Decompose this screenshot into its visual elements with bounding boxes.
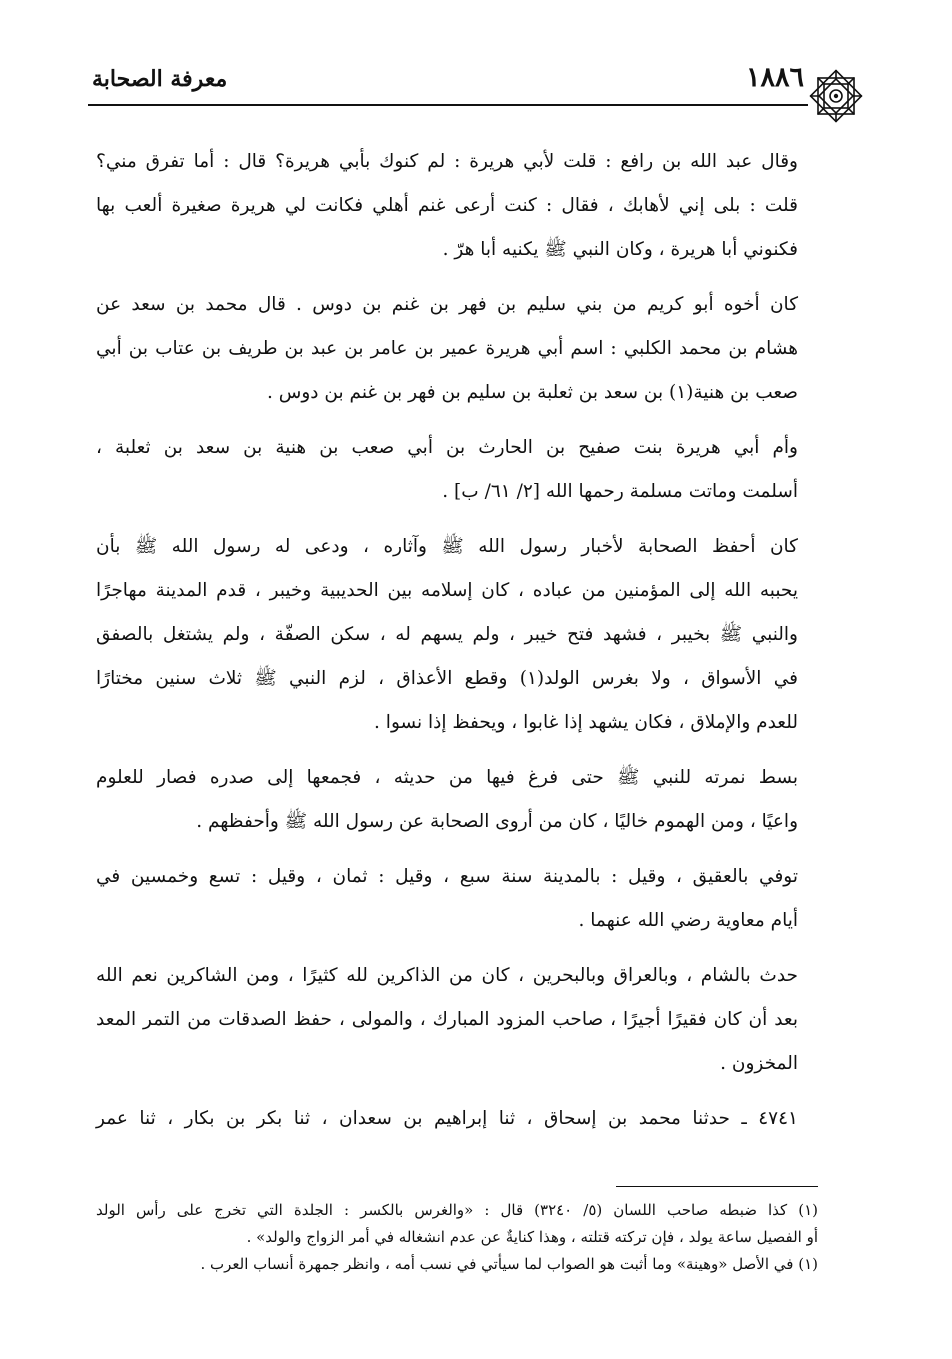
text-line: في الأسواق ، ولا بغرس الولد(١) وقطع الأعذاق ، لزم النبي ﷺ ثلاث سنين مختارًا [96, 668, 798, 689]
text-line: فكنوني أبا هريرة ، وكان النبي ﷺ يكنيه أبا هرّ . [442, 239, 798, 260]
text-line: المخزون . [720, 1053, 798, 1074]
text-line: أسلمت وماتت مسلمة رحمها الله [٢/ ٦١/ ب] . [442, 481, 798, 502]
star-ornament-icon [806, 66, 866, 126]
text-line: وقال عبد الله بن رافع : قلت لأبي هريرة : لم كنوك بأبي هريرة؟ قال : أما تفرق مني؟ [96, 151, 798, 172]
footnotes [96, 1197, 818, 1278]
paragraph [96, 140, 818, 272]
footnote-line: أو الفصيل ساعة يولد ، فإن تركته قتلته ، وهذا كنايةٌ عن عدم انشغاله في أمر الزواج والولد» . [246, 1228, 818, 1246]
footnote-line: (١) كذا ضبطه صاحب اللسان (٥/ ٣٢٤٠) قال : «والغرس بالكسر : الجلدة التي تخرج على رأس الولد [96, 1201, 818, 1219]
footnote-rule [616, 1186, 818, 1187]
text-line: وأم أبي هريرة بنت صفيح بن الحارث بن أبي صعب بن هنية بن سعد بن ثعلبة ، [96, 437, 798, 458]
paragraph [96, 426, 818, 514]
text-line: صعب بن هنية(١) بن سعد بن ثعلبة بن سليم بن فهر بن غنم بن دوس . [267, 382, 798, 403]
text-line: يحببه الله إلى المؤمنين من عباده ، كان إسلامه بين الحديبية وخيبر ، قدم المدينة مهاجرًا [96, 580, 798, 601]
text-line: بعد أن كان فقيرًا أجيرًا ، صاحب المزود المبارك ، والمولى ، حفظ الصدقات من التمر المعد [96, 1009, 798, 1030]
paragraph [96, 525, 818, 745]
paragraph [96, 283, 818, 415]
hadith-entry [96, 1097, 818, 1141]
text-line: واعيًا ، ومن الهموم خاليًا ، كان من أروى الصحابة عن رسول الله ﷺ وأحفظهم . [196, 811, 798, 832]
text-line: توفي بالعقيق ، وقيل : بالمدينة سنة سبع ، وقيل : ثمان ، وقيل : تسع وخمسين في [96, 866, 798, 887]
text-line: والنبي ﷺ بخيبر ، فشهد فتح خيبر ، ولم يسهم له ، سكن الصفّة ، ولم يشتغل بالصفق [96, 624, 798, 645]
text-line: أيام معاوية رضي الله عنهما . [578, 910, 798, 931]
footnote [96, 1251, 818, 1278]
text-line: كان أحفظ الصحابة لأخبار رسول الله ﷺ وآثاره ، ودعى له رسول الله ﷺ بأن [96, 536, 798, 557]
text-line: للعدم والإملاق ، فكان يشهد إذا غابوا ، ويحفظ إذا نسوا . [374, 712, 798, 733]
text-line: ٤٧٤١ ـ حدثنا محمد بن إسحاق ، ثنا إبراهيم بن سعدان ، ثنا بكر بن بكار ، ثنا عمر [96, 1108, 798, 1129]
paragraph [96, 756, 818, 844]
text-line: قلت : بلى إني لأهابك ، فقال : كنت أرعى غنم أهلي فكانت لي هريرة صغيرة ألعب بها [96, 195, 798, 216]
paragraph [96, 855, 818, 943]
paragraph [96, 954, 818, 1086]
text-line: بسط نمرته للنبي ﷺ حتى فرغ فيها من حديثه ، فجمعها إلى صدره فصار للعلوم [96, 767, 798, 788]
text-line: هشام بن محمد الكلبي : اسم أبي هريرة عمير بن عامر بن عبد بن طريف بن عتاب بن أبي [96, 338, 798, 359]
running-title: معرفة الصحابة [92, 66, 228, 92]
main-text [96, 140, 818, 1152]
text-line: حدث بالشام ، وبالعراق وبالبحرين ، كان من الذاكرين لله كثيرًا ، ومن الشاكرين نعم الله [96, 965, 798, 986]
page-number: ١٨٨٦ [745, 62, 804, 93]
footnote [96, 1197, 818, 1251]
header-rule [88, 104, 808, 106]
footnote-line: (١) في الأصل «وهينة» وما أثبت هو الصواب لما سيأتي في نسب أمه ، وانظر جمهرة أنساب العرب . [200, 1255, 818, 1273]
text-line: كان أخوه أبو كريم من بني سليم بن فهر بن غنم بن دوس . قال محمد بن سعد عن [96, 294, 798, 315]
